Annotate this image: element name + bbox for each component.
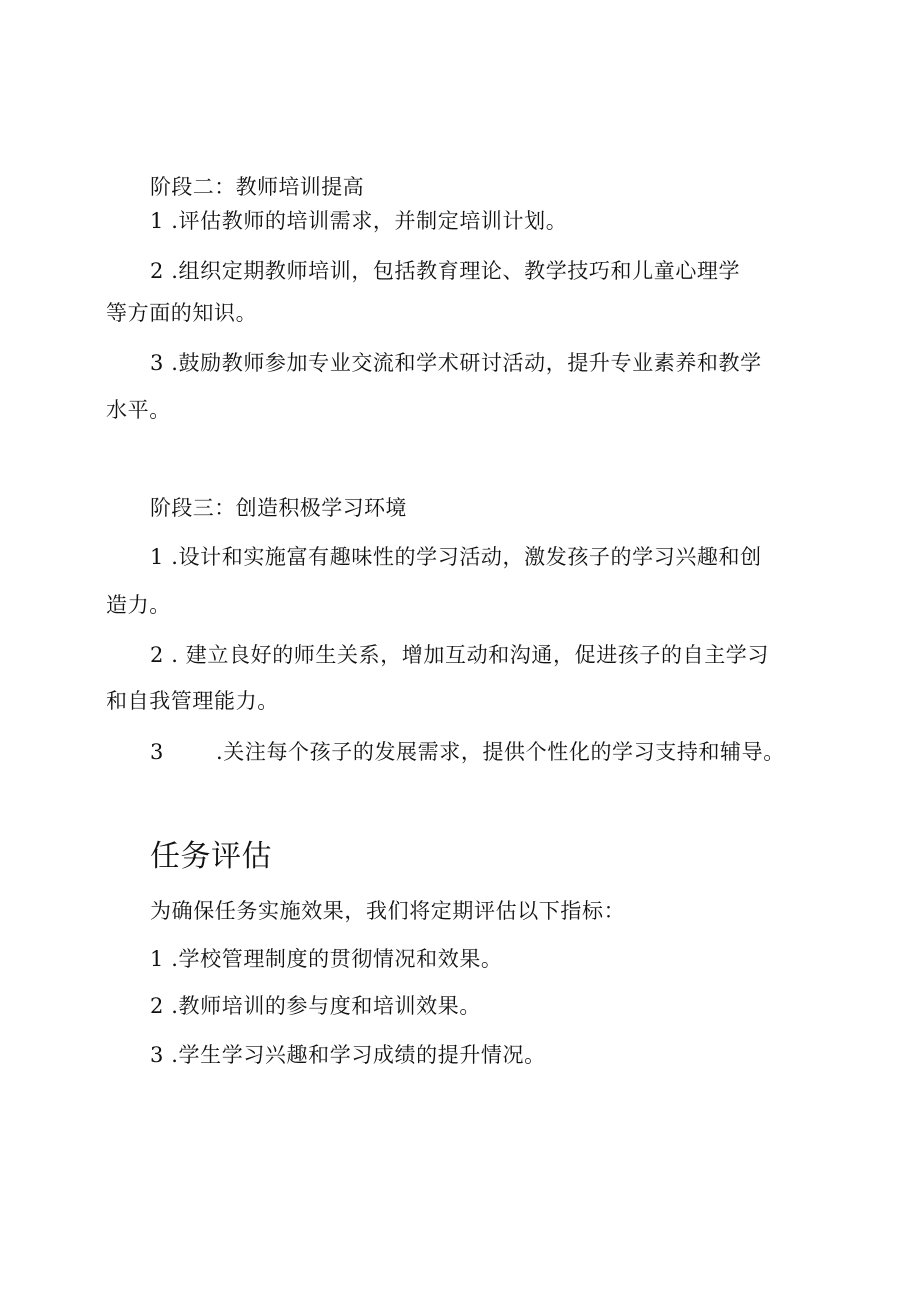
item-number: 3 bbox=[150, 1043, 164, 1067]
item-number: 2 bbox=[150, 994, 164, 1018]
stage3-item-1-continuation: 造力。 bbox=[106, 593, 171, 617]
item-text: .设计和实施富有趣味性的学习活动，激发孩子的学习兴趣和创 bbox=[171, 545, 762, 569]
item-number: 1 bbox=[150, 209, 164, 233]
item-number: 1 bbox=[150, 545, 164, 569]
evaluation-title: 任务评估 bbox=[150, 839, 272, 874]
item-text: .教师培训的参与度和培训效果。 bbox=[171, 994, 481, 1018]
item-number: 3 bbox=[150, 740, 164, 764]
evaluation-item-2 bbox=[150, 991, 481, 1021]
stage3-item-2 bbox=[150, 640, 769, 670]
stage2-item-3-continuation: 水平。 bbox=[106, 398, 171, 422]
evaluation-item-1 bbox=[150, 944, 503, 974]
item-text: .组织定期教师培训，包括教育理论、教学技巧和儿童心理学 bbox=[171, 259, 741, 283]
stage3-item-2-continuation: 和自我管理能力。 bbox=[106, 689, 279, 713]
item-text: .关注每个孩子的发展需求，提供个性化的学习支持和辅导。 bbox=[215, 740, 785, 764]
stage2-item-3 bbox=[150, 348, 762, 378]
item-text: .学校管理制度的贯彻情况和效果。 bbox=[171, 947, 503, 971]
stage2-heading: 阶段二：教师培训提高 bbox=[150, 175, 364, 199]
item-text: .学生学习兴趣和学习成绩的提升情况。 bbox=[171, 1043, 546, 1067]
stage2-item-2 bbox=[150, 256, 740, 286]
stage2-item-1 bbox=[150, 206, 567, 236]
stage3-heading: 阶段三：创造积极学习环境 bbox=[150, 496, 407, 520]
item-text: .鼓励教师参加专业交流和学术研讨活动，提升专业素养和教学 bbox=[171, 351, 762, 375]
item-text: .评估教师的培训需求，并制定培训计划。 bbox=[171, 209, 568, 233]
item-number: 2 bbox=[150, 259, 164, 283]
evaluation-item-3 bbox=[150, 1040, 546, 1070]
item-number: 3 bbox=[150, 351, 164, 375]
stage3-item-1 bbox=[150, 542, 762, 572]
evaluation-intro: 为确保任务实施效果，我们将定期评估以下指标： bbox=[150, 899, 626, 923]
item-text: . 建立良好的师生关系，增加互动和沟通，促进孩子的自主学习 bbox=[171, 643, 769, 667]
stage2-item-2-continuation: 等方面的知识。 bbox=[106, 301, 258, 325]
item-number: 2 bbox=[150, 643, 164, 667]
stage3-item-3 bbox=[150, 737, 785, 767]
item-number: 1 bbox=[150, 947, 164, 971]
